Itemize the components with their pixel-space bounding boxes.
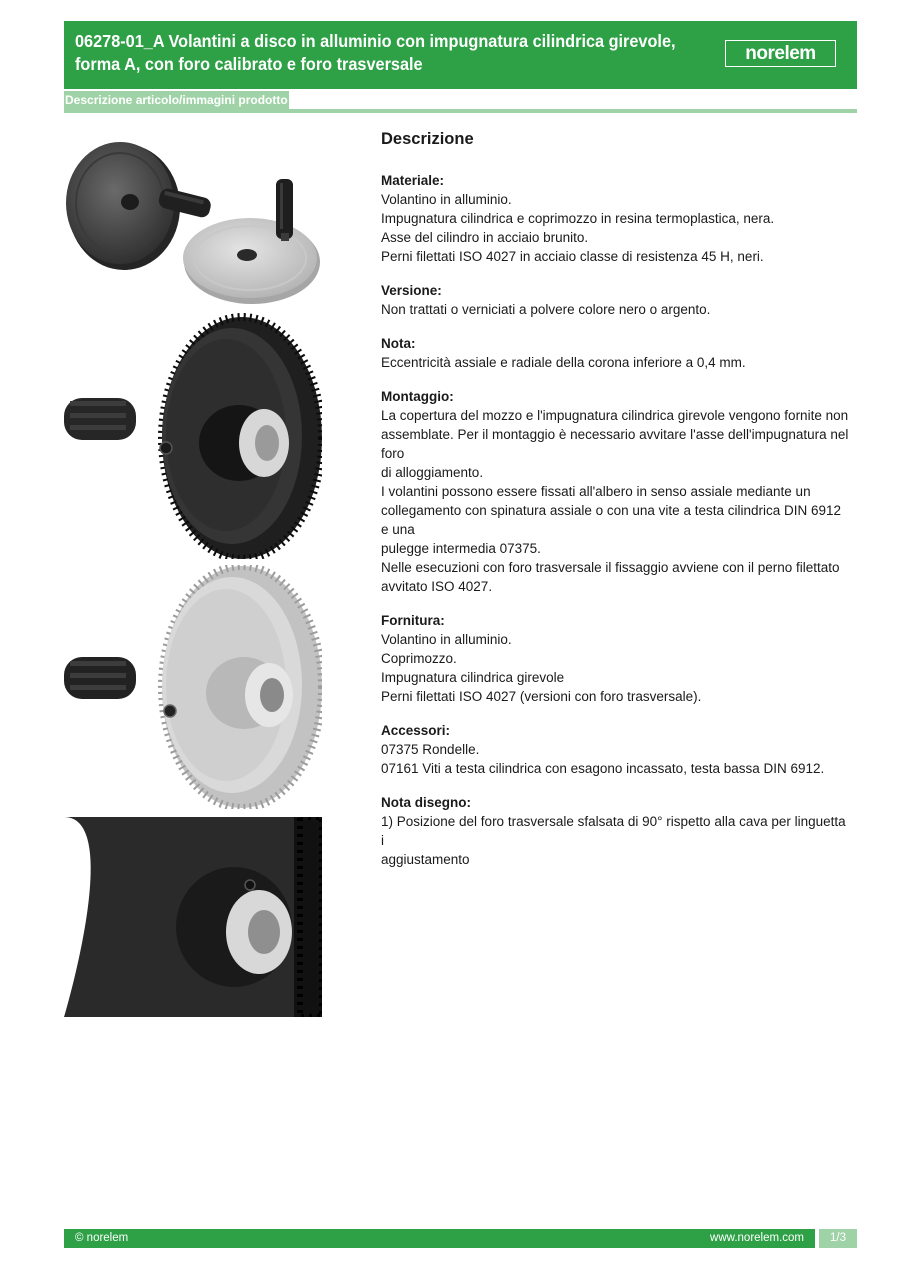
page-number: 1/3 [819, 1229, 857, 1248]
logo-text: norelem [745, 42, 816, 64]
section-divider [64, 109, 857, 113]
block-text-line: La copertura del mozzo e l'impugnatura cilindrica girevole vengono fornite non [381, 408, 849, 423]
block-text-line: di alloggiamento. [381, 465, 484, 480]
product-image-hub-closeup [64, 817, 322, 1017]
section-tab: Descrizione articolo/immagini prodotto [64, 91, 289, 110]
block-label: Accessori: [381, 723, 451, 738]
block-text-line: I volantini possono essere fissati all'albero in senso assiale mediante un [381, 484, 811, 499]
block-label: Fornitura: [381, 613, 445, 628]
block-text-line: pulegge intermedia 07375. [381, 541, 541, 556]
description-heading: Descrizione [381, 130, 474, 148]
block-text-line: Asse del cilindro in acciaio brunito. [381, 230, 589, 245]
page-footer [64, 1229, 815, 1248]
block-text-line: 1) Posizione del foro trasversale sfalsata di 90° rispetto alla cava per linguetta i [381, 814, 846, 848]
block-text-line: Volantino in alluminio. [381, 192, 512, 207]
block-text-line: Volantino in alluminio. [381, 632, 512, 647]
block-label: Nota: [381, 336, 416, 351]
product-image-pair [64, 127, 322, 313]
block-text-line: Impugnatura cilindrica girevole [381, 670, 565, 685]
block-text-line: collegamento con spinatura assiale o con una vite a testa cilindrica DIN 6912 e una [381, 503, 842, 537]
block-text-line: avvitato ISO 4027. [381, 579, 493, 594]
block-text-line: assemblate. Per il montaggio è necessario avvitare l'asse dell'impugnatura nel foro [381, 427, 849, 461]
description-block [381, 611, 851, 706]
block-text-line: aggiustamento [381, 852, 470, 867]
document-title [75, 30, 676, 76]
block-text-line: Perni filettati ISO 4027 in acciaio classe di resistenza 45 H, neri. [381, 249, 764, 264]
title-line-1: 06278-01_A Volantini a disco in alluminio con impugnatura cilindrica girevole, [75, 31, 676, 51]
block-text-line: Perni filettati ISO 4027 (versioni con foro trasversale). [381, 689, 702, 704]
block-label: Montaggio: [381, 389, 454, 404]
block-text-line: Impugnatura cilindrica e coprimozzo in resina termoplastica, nera. [381, 211, 775, 226]
description-block [381, 334, 851, 372]
block-text-line: 07161 Viti a testa cilindrica con esagono incassato, testa bassa DIN 6912. [381, 761, 825, 776]
description-block [381, 721, 851, 778]
block-text-line: 07375 Rondelle. [381, 742, 480, 757]
section-bar [64, 91, 857, 113]
block-label: Materiale: [381, 173, 445, 188]
product-image-black-wheel [64, 313, 322, 559]
title-line-2: forma A, con foro calibrato e foro trasversale [75, 54, 423, 74]
block-text-line: Nelle esecuzioni con foro trasversale il fissaggio avviene con il perno filettato [381, 560, 840, 575]
block-text-line: Coprimozzo. [381, 651, 457, 666]
description-block [381, 171, 851, 266]
product-image-silver-wheel [64, 565, 322, 809]
norelem-logo [725, 40, 836, 67]
description-block [381, 387, 851, 596]
document-header [64, 21, 857, 89]
description-block [381, 793, 851, 869]
block-text-line: Non trattati o verniciati a polvere colore nero o argento. [381, 302, 711, 317]
block-label: Nota disegno: [381, 795, 471, 810]
block-label: Versione: [381, 283, 442, 298]
footer-url[interactable]: www.norelem.com [710, 1232, 804, 1244]
block-text-line: Eccentricità assiale e radiale della corona inferiore a 0,4 mm. [381, 355, 746, 370]
description-section [381, 128, 851, 884]
footer-copyright: © norelem [75, 1232, 129, 1244]
description-block [381, 281, 851, 319]
